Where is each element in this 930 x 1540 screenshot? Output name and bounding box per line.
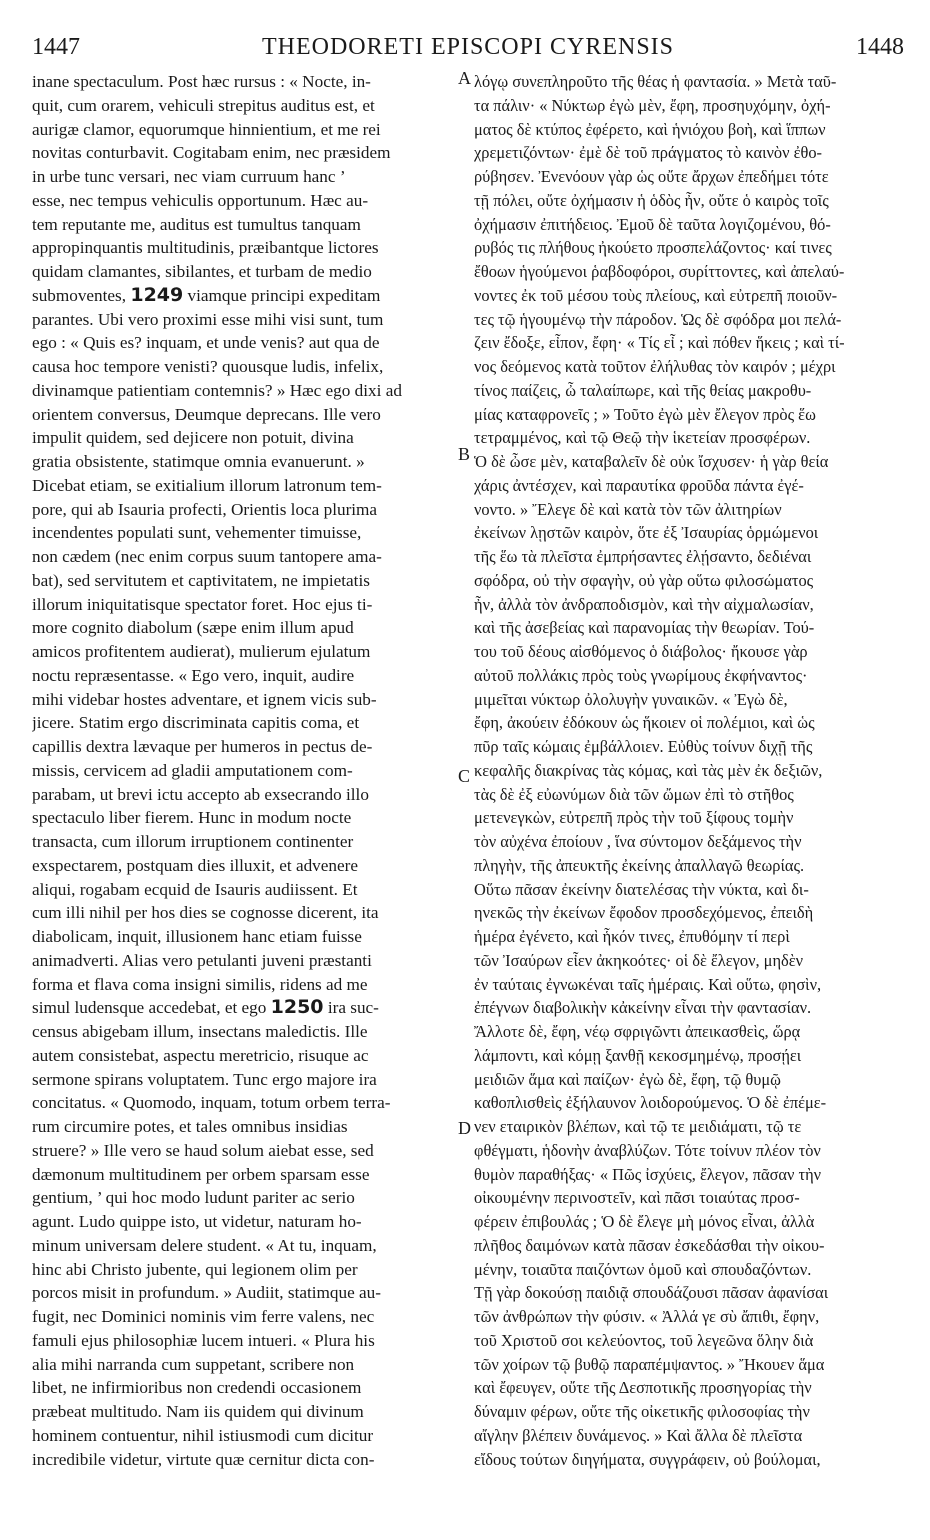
greek-line: ὀχήμασιν ἐπιτήδειος. Ἐμοῦ δὲ ταῦτα λογιζομένου, θό- <box>474 214 831 234</box>
greek-line: ματος δὲ κτύπος ἐφέρετο, καὶ ἡνιόχου βοὴ, καὶ ἵππων <box>474 119 826 139</box>
latin-line: impulit quidem, sed dejicere non potuit, divina <box>32 428 354 448</box>
latin-line: cum illi nihil per hos dies se cognosse dicerent, ita <box>32 903 379 923</box>
greek-line: μετενεγκὼν, εὐτρεπῆ πρὸς τὴν τοῦ ξίφους τομὴν <box>474 808 794 828</box>
page-number-left: 1447 <box>32 34 80 60</box>
latin-line: minum universam delere student. « At tu, inquam, <box>32 1235 377 1255</box>
greek-line: φθέγματι, ἡδονὴν ἀναβλύζων. Τότε τοίνυν πλέον τὸν <box>474 1140 821 1160</box>
latin-line: parantes. Ubi vero proximi esse mihi visi sunt, tum <box>32 309 384 329</box>
greek-line: δύναμιν φέρων, οὔτε τῆς οἰκετικῆς φιλοσοφίας τὴν <box>474 1402 810 1421</box>
latin-line: hinc abi Christo jubente, qui legionem olim per <box>32 1259 358 1279</box>
latin-line: diabolicam, inquit, illusionem hanc etiam fuisse <box>32 927 362 946</box>
latin-line: submoventes, 1249 viamque principi expeditam <box>32 283 381 306</box>
latin-line: simul ludensque accedebat, et ego 1250 ira suc- <box>32 996 379 1019</box>
latin-line: incredibile videtur, virtute quæ cernitur dicta con- <box>32 1449 375 1469</box>
latin-line: alia mihi narranda cum suppetant, scribere non <box>32 1354 355 1374</box>
latin-line: pore, qui ab Isauria profecti, Orientis loca plurima <box>32 499 378 519</box>
greek-line: του τοῦ δέους αἰσθόμενος ὁ διάβολος· ἤκουσε γὰρ <box>474 642 808 661</box>
greek-line: χρεμετιζόντων· ἐμὲ δὲ τοῦ πράγματος τὸ καινὸν ἐθο- <box>474 143 823 163</box>
greek-line: ἐν ταύταις ἐγνωκέναι ταῖς ἡμέραις. Καὶ οὕτω, φησὶν, <box>474 974 822 994</box>
latin-line: aliqui, rogabam ecquid de Isauris audiissent. Et <box>32 879 358 899</box>
greek-line: τα πάλιν· « Νύκτωρ ἐγὼ μὲν, ἔφη, προσηυχόμην, ὀχή- <box>474 95 831 115</box>
latin-line: gentium, ’ qui hoc modo ludunt pariter ac serio <box>32 1188 355 1208</box>
latin-column <box>32 70 457 1471</box>
greek-line: τὰς δὲ ἐξ εὐωνύμων διὰ τῶν ὤμων ἐπὶ τὸ στῆθος <box>474 784 794 804</box>
greek-line: πληγὴν, τῆς ἀπευκτῆς ἐκείνης ἀπαλλαγῶ θεωρίας. <box>474 855 805 875</box>
greek-line: τῆς ἕω τὰ πλεῖστα ἐμπρήσαντες ἐλῄσαντο, δεδιέναι <box>474 547 812 566</box>
latin-line: noctu repræsentasse. « Ego vero, inquit, audire <box>32 665 355 685</box>
margin-letter-a: A <box>458 68 471 88</box>
greek-line: Οὕτω πᾶσαν ἐκείνην διατελέσας τὴν νύκτα, καὶ δι- <box>474 879 809 899</box>
greek-line: Ὁ δὲ ὦσε μὲν, καταβαλεῖν δὲ οὐκ ἴσχυσεν· ἡ γὰρ θεία <box>474 452 829 471</box>
greek-column <box>474 70 906 1471</box>
latin-line: ego : « Quis es? inquam, et unde venis? aut qua de <box>32 333 380 353</box>
greek-line: καθοπλισθεὶς ἐξήλαυνον λοιδορούμενος. Ὁ δὲ ἐπέμε- <box>474 1093 827 1113</box>
greek-line: θυμὸν παραθήξας· « Πῶς ἰσχύεις, ἔλεγον, πᾶσαν τὴν <box>474 1164 822 1184</box>
latin-line: divinamque patientiam contemnis? » Hæc ego dixi ad <box>32 380 402 400</box>
latin-line: quidam clamantes, sibilantes, et turbam de medio <box>32 262 372 281</box>
greek-line: Τῇ γὰρ δοκούσῃ παιδιᾷ σπουδάζουσι πᾶσαν ἀφανίσαι <box>474 1283 829 1303</box>
greek-line: νεν εταιρικὸν βλέπων, καὶ τῷ τε μειδιάματι, τῷ τε <box>474 1117 802 1136</box>
latin-line: incendentes populati sunt, vehementer timuisse, <box>32 523 362 543</box>
latin-line: struere? » Ille vero se haud solum aiebat esse, sed <box>32 1140 374 1160</box>
latin-line: hominem contuentur, nihil istiusmodi cum dicitur <box>32 1425 374 1445</box>
latin-line: forma et flava coma insigni similis, ridens ad me <box>32 974 368 994</box>
greek-line: νοντες ἐκ τοῦ μέσου τοὺς πλείους, καὶ εὐτρεπῆ ποιοῦν- <box>474 285 838 305</box>
column-number: 1249 <box>130 283 184 306</box>
greek-line: τῶν Ἰσαύρων εἶεν ἀκηκοότες· οἱ δὲ ἔλεγον, μηδὲν <box>474 950 804 970</box>
greek-line: ἦν, ἀλλὰ τὸν ἀνδραποδισμὸν, καὶ τὴν αἰχμαλωσίαν, <box>474 594 814 614</box>
greek-line: ἔθοων ἡγούμενοι ῥαβδοφόροι, συρίττοντες, καὶ ἀπελαύ- <box>474 262 845 281</box>
margin-letter-b: B <box>458 444 471 464</box>
page-header <box>32 34 904 64</box>
latin-line: quit, cum orarem, vehiculi strepitus auditus est, et <box>32 95 375 115</box>
latin-line: causa hoc tempore venisti? quousque ludis, infelix, <box>32 357 384 376</box>
greek-line: κεφαλῆς διακρίνας τὰς κόμας, καὶ τὰς μὲν ἐκ δεξιῶν, <box>474 760 823 780</box>
greek-line: τῇ πόλει, οὔτε ὀχήμασιν ἡ ὁδὸς ἦν, οὔτε ὁ καιρὸς τοῖς <box>474 190 829 210</box>
greek-line: μένην, τοιαῦτα παιζόντων ὁμοῦ καὶ σπουδαζόντων. <box>474 1259 812 1279</box>
latin-line: census abigebam illum, insectans maledictis. Ille <box>32 1022 368 1041</box>
latin-line: præbeat multitudo. Nam iis quidem qui divinum <box>32 1402 364 1421</box>
greek-line: Ἄλλοτε δὲ, ἔφη, νέῳ σφριγῶντι ἀπεικασθεὶς, ὥρᾳ <box>474 1022 801 1041</box>
greek-line: λόγῳ συνεπληροῦτο τῆς θέας ἡ φαντασία. » Μετὰ ταῦ- <box>474 72 837 91</box>
greek-line: φέρειν ἐπιβουλάς ; Ὁ δὲ ἔλεγε μὴ μόνος εἶναι, ἀλλὰ <box>474 1212 815 1231</box>
latin-line: inane spectaculum. Post hæc rursus : « Nocte, in- <box>32 72 371 91</box>
greek-line: ζειν ἔδοξε, εἶπον, ἔφη· « Τίς εἶ ; καὶ πόθεν ἥκεις ; καὶ τί- <box>474 333 845 353</box>
latin-line: orientem conversus, Deumque deprecans. Ille vero <box>32 404 381 424</box>
latin-line: in urbe tunc versari, nec viam curruum hanc ’ <box>32 167 346 186</box>
greek-line: αὐτοῦ πολλάκις πρὸς τοὺς γνωρίμους ἐκφήναντος· <box>474 665 808 685</box>
latin-line: rum circumire potes, et tales omnibus insidias <box>32 1117 348 1136</box>
latin-line: novitas conturbavit. Cogitabam enim, nec præsidem <box>32 143 391 163</box>
latin-line: libet, ne infirmioribus non credendi occasionem <box>32 1378 362 1398</box>
latin-line: jicere. Statim ergo discriminata capitis coma, et <box>32 713 360 733</box>
latin-line: parabam, ut brevi ictu accepto ab exsecrando illo <box>32 784 369 804</box>
latin-line: sermone spirans voluptatem. Tunc ergo majore ira <box>32 1069 377 1089</box>
greek-line: σφόδρα, οὐ τὴν σφαγὴν, οὐ γὰρ οὕτω φιλοσώματος <box>474 570 814 590</box>
latin-line: dæmonum multitudinem per orbem sparsam esse <box>32 1164 370 1184</box>
greek-line: πλῆθος δαιμόνων κατὰ πᾶσαν ἐσκεδάσθαι τὴν οἰκου- <box>474 1235 825 1255</box>
latin-line: amicos profitentem audierat), mulierum ejulatum <box>32 642 371 661</box>
greek-line: ηνεκῶς τὴν ἐκείνων ἔφοδον προσδεχόμενος, ἐπειδὴ <box>474 903 814 923</box>
latin-line: more cognito diabolum (sæpe enim illum apud <box>32 618 354 638</box>
latin-line: concitatus. « Quomodo, inquam, totum orbem terra- <box>32 1093 391 1113</box>
greek-line: μειδιῶν ἅμα καὶ παίζων· ἐγὼ δὲ, ἔφη, τῷ θυμῷ <box>474 1069 781 1089</box>
latin-line: fugit, nec Dominici nominis vim ferre valens, nec <box>32 1307 375 1326</box>
greek-line: λάμποντι, καὶ κόμῃ ξανθῇ κεκοσμημένῳ, προσῄει <box>474 1045 802 1065</box>
greek-line: τες τῷ ἡγουμένῳ τὴν πάροδον. Ὡς δὲ σφόδρα μοι πελά- <box>474 309 842 329</box>
greek-line: χάρις ἀντέσχεν, καὶ παραυτίκα φροῦδα πάντα ἐγέ- <box>474 475 804 495</box>
latin-line: aurigæ clamor, equorumque hinnientium, et me rei <box>32 119 381 139</box>
greek-line: ρυβός τις πλήθους ἠκούετο προσπελάζοντος· καί τινες <box>474 238 832 258</box>
latin-line: exspectarem, postquam dies illuxit, et advenere <box>32 855 358 875</box>
page-number-right: 1448 <box>856 34 904 60</box>
greek-line: καὶ τῆς ἀσεβείας καὶ παρανομίας τὴν θεωρίαν. Τού- <box>474 618 815 638</box>
latin-line: esse, nec tempus vehiculis opportunum. Hæc au- <box>32 190 369 210</box>
greek-line: τὸν αὐχένα ἐποίουν , ἵνα σύντομον δεξάμενος τὴν <box>474 832 802 851</box>
greek-line: ἔφη, ἀκούειν ἐδόκουν ὡς ἥκοιεν οἱ πολέμιοι, καὶ ὡς <box>474 713 815 733</box>
greek-line: ἐκείνων λῃστῶν καιρὸν, ὅτε ἐξ Ἰσαυρίας ὁρμώμενοι <box>474 523 819 543</box>
latin-line: missis, cervicem ad gladii amputationem com- <box>32 760 353 780</box>
greek-line: τετραμμένος, καὶ τῷ Θεῷ τὴν ἱκετείαν προσφέρων. <box>474 428 811 448</box>
latin-line: agunt. Ludo quippe isto, ut videtur, naturam ho- <box>32 1212 362 1231</box>
running-title: THEODORETI EPISCOPI CYRENSIS <box>261 34 675 60</box>
greek-line: εἴδους τούτων διηγήματα, συγγράφειν, οὐ βούλομαι, <box>474 1449 821 1469</box>
greek-line: πῦρ ταῖς κώμαις ἐμβάλλοιεν. Εὐθὺς τοίνυν διχῇ τῆς <box>474 737 813 756</box>
latin-line: tem reputante me, auditus est tumultus tanquam <box>32 214 361 234</box>
greek-line: ἐπέγνων διαβολικὴν κἀκείνην εἶναι τὴν φαντασίαν. <box>474 998 812 1018</box>
greek-line: τῶν ἀνθρώπων τὴν φύσιν. « Ἀλλά γε σὺ ἄπιθι, ἔφην, <box>474 1307 820 1326</box>
greek-line: οἰκουμένην περινοστεῖν, καὶ πᾶσι τοιαύτας προσ- <box>474 1188 800 1208</box>
greek-line: μιμεῖται νύκτωρ ὀλολυγὴν γυναικῶν. « Ἐγὼ δὲ, <box>474 689 788 709</box>
latin-line: bat), sed servitutem et captivitatem, ne impietatis <box>32 570 370 590</box>
greek-line: ρύβησεν. Ἐνενόουν γὰρ ὡς οὔτε ἄρχων ἐπεδήμει τότε <box>474 167 829 186</box>
latin-line: illorum iniquitatisque spectator foret. Hoc ejus ti- <box>32 594 373 614</box>
latin-line: Dicebat etiam, se exitialium illorum latronum tem- <box>32 475 382 495</box>
greek-line: τοῦ Χριστοῦ σοι κελεύοντος, τοῦ λεγεῶνα ὅλην διὰ <box>474 1330 814 1350</box>
latin-line: appropinquantis multitudinis, præibantque lictores <box>32 238 379 258</box>
latin-line: mihi videbar hostes adventare, et ignem vicis sub- <box>32 689 377 709</box>
latin-line: transacta, cum illorum irruptionem continenter <box>32 832 354 851</box>
latin-line: spectaculo liber fierem. Hunc in modum nocte <box>32 808 352 828</box>
greek-line: μίας καταφρονεῖς ; » Τοῦτο ἐγὼ μὲν ἔλεγον πρὸς ἕω <box>474 404 816 424</box>
greek-line: καὶ ἔφευγεν, οὔτε τῆς Δεσποτικῆς προσηγορίας τὴν <box>474 1378 812 1398</box>
margin-letter-c: C <box>458 766 471 786</box>
greek-line: νοντο. » Ἔλεγε δὲ καὶ κατὰ τὸν τῶν ἀλιτηρίων <box>474 499 782 519</box>
greek-line: ἡμέρα ἐγένετο, καὶ ἧκόν τινες, ἐπυθόμην τί περὶ <box>474 927 790 946</box>
latin-line: capillis dextra lævaque per humeros in pectus de- <box>32 737 373 756</box>
greek-line: τίνος παίζεις, ὦ ταλαίπωρε, καὶ τῆς θείας μακροθυ- <box>474 380 812 400</box>
column-number: 1250 <box>270 996 324 1019</box>
greek-line: αἴγλην βλέπειν δυνάμενος. » Καὶ ἄλλα δὲ πλεῖστα <box>474 1425 803 1445</box>
greek-line: νος δεόμενος κατὰ τοῦτον ἐλήλυθας τὸν καιρόν ; μέχρι <box>474 357 836 376</box>
latin-line: famuli ejus philosophiæ lucem intueri. « Plura his <box>32 1330 375 1350</box>
latin-line: non cædem (nec enim corpus suum tantopere ama- <box>32 547 382 566</box>
latin-line: porcos misit in profundum. » Audiit, statimque au- <box>32 1283 381 1303</box>
latin-line: gratia obsistente, statimque omnia evanuerunt. » <box>32 452 365 471</box>
latin-line: animadverti. Alias vero petulanti juveni præstanti <box>32 950 372 970</box>
greek-line: τῶν χοίρων τῷ βυθῷ παραπέμψαντος. » Ἤκουεν ἅμα <box>474 1354 825 1374</box>
latin-line: autem consistebat, aspectu meretricio, risuque ac <box>32 1045 369 1065</box>
margin-letter-d: D <box>458 1118 471 1138</box>
